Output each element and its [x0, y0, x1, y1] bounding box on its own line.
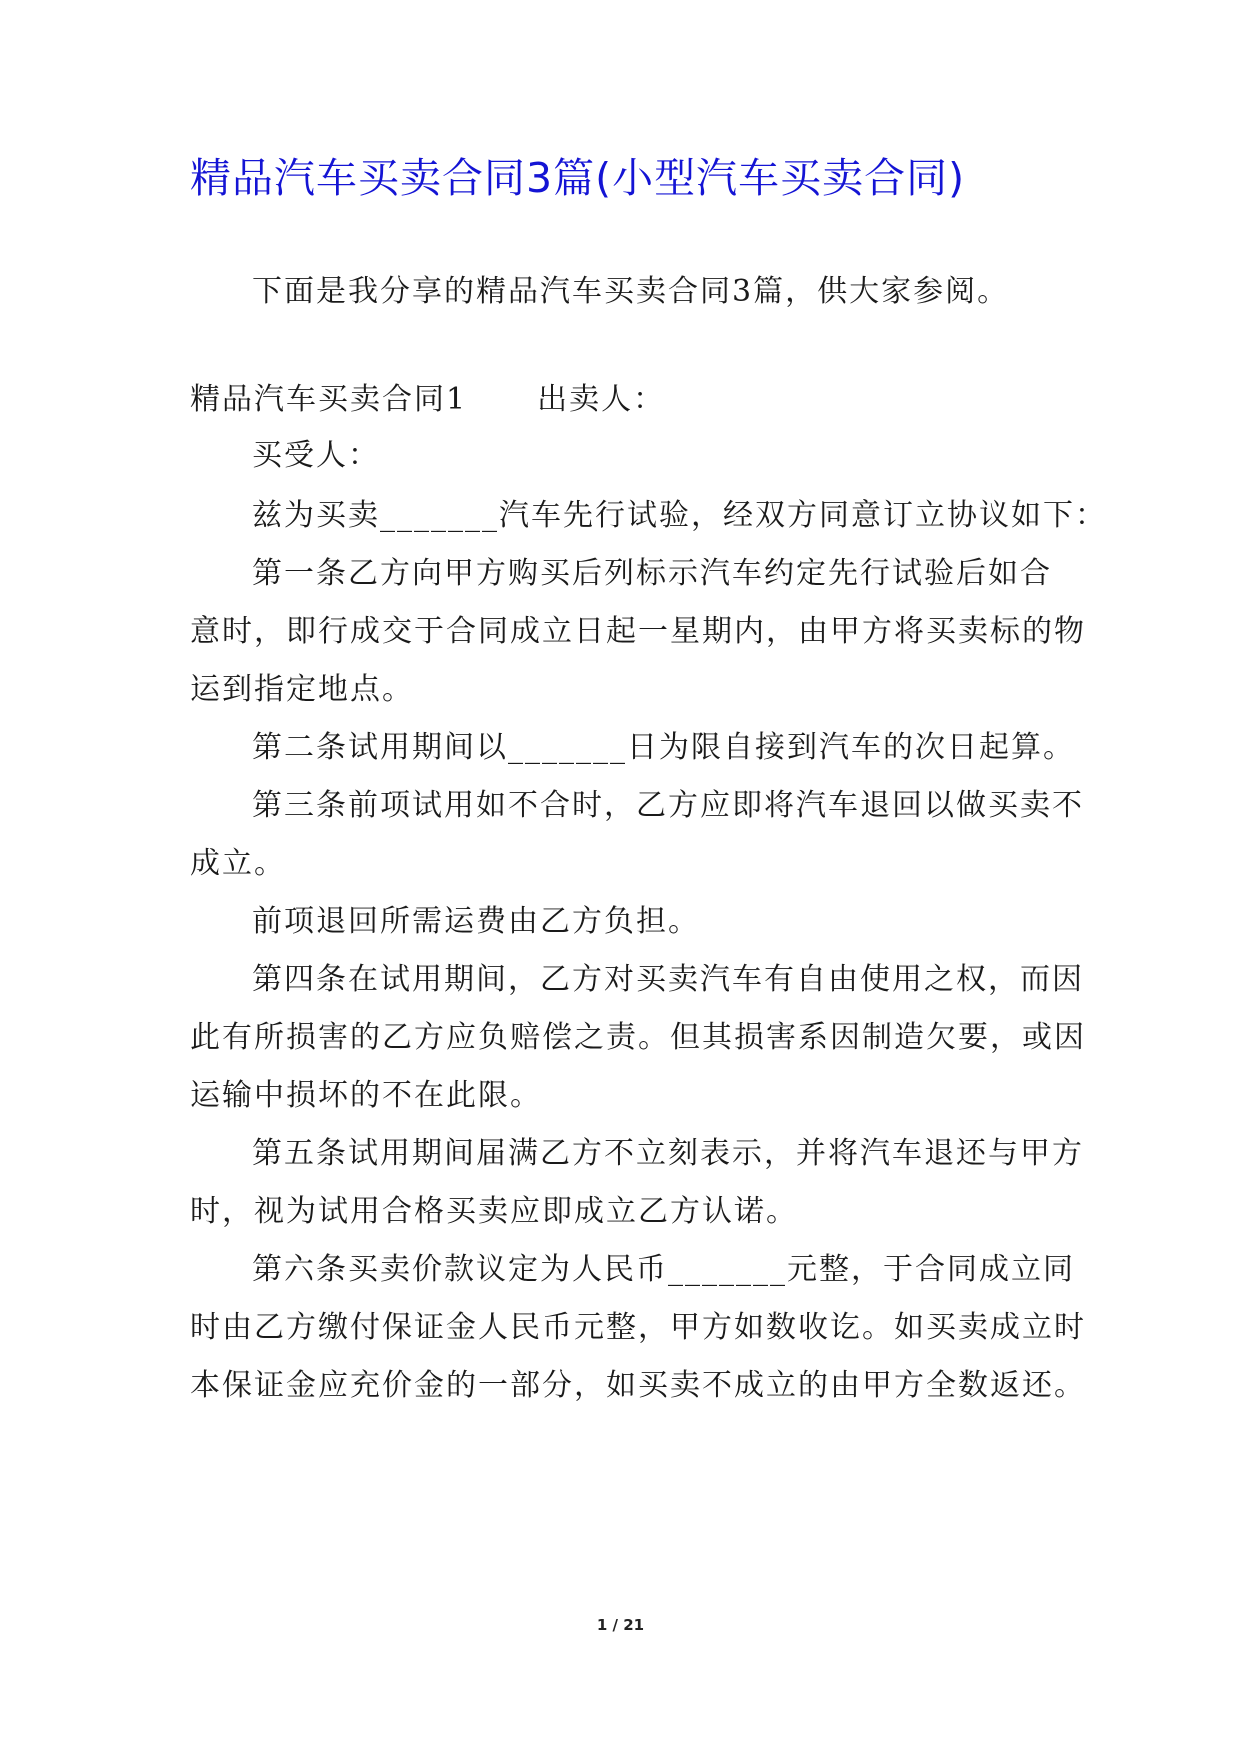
- paragraph-line: 第二条试用期间以_______日为限自接到汽车的次日起算。: [252, 730, 1075, 765]
- paragraph-line: 第一条乙方向甲方购买后列标示汽车约定先行试验后如合: [252, 556, 1052, 591]
- paragraph-line: 成立。: [190, 846, 286, 881]
- paragraph-line: 第五条试用期间届满乙方不立刻表示，并将汽车退还与甲方: [252, 1136, 1084, 1171]
- paragraph-line: 意时，即行成交于合同成立日起一星期内，由甲方将买卖标的物: [190, 614, 1086, 649]
- paragraph-line: 第四条在试用期间，乙方对买卖汽车有自由使用之权，而因: [252, 962, 1084, 997]
- paragraph-line: 本保证金应充价金的一部分，如买卖不成立的由甲方全数返还。: [190, 1368, 1086, 1403]
- intro-paragraph: 下面是我分享的精品汽车买卖合同3篇，供大家参阅。: [252, 274, 1010, 309]
- paragraph-line: 运到指定地点。: [190, 672, 414, 707]
- paragraph-line: 第六条买卖价款议定为人民币_______元整，于合同成立同: [252, 1252, 1075, 1287]
- document-title: 精品汽车买卖合同3篇(小型汽车买卖合同): [190, 154, 966, 202]
- paragraph-line: 第三条前项试用如不合时，乙方应即将汽车退回以做买卖不: [252, 788, 1084, 823]
- section-heading: 精品汽车买卖合同1: [190, 382, 468, 417]
- paragraph-line: 时由乙方缴付保证金人民币元整，甲方如数收讫。如买卖成立时: [190, 1310, 1086, 1345]
- paragraph-line: 时，视为试用合格买卖应即成立乙方认诺。: [190, 1194, 798, 1229]
- paragraph-line: 运输中损坏的不在此限。: [190, 1078, 542, 1113]
- page-number: 1 / 21: [596, 1616, 645, 1634]
- section-heading-line: [190, 368, 1070, 432]
- paragraph-line: 兹为买卖_______汽车先行试验，经双方同意订立协议如下：: [252, 498, 1107, 533]
- seller-label: 出卖人：: [537, 382, 666, 417]
- paragraph-line: 此有所损害的乙方应负赔偿之责。但其损害系因制造欠要，或因: [190, 1020, 1086, 1055]
- buyer-label: 买受人：: [252, 438, 380, 473]
- paragraph-line: 前项退回所需运费由乙方负担。: [252, 904, 700, 939]
